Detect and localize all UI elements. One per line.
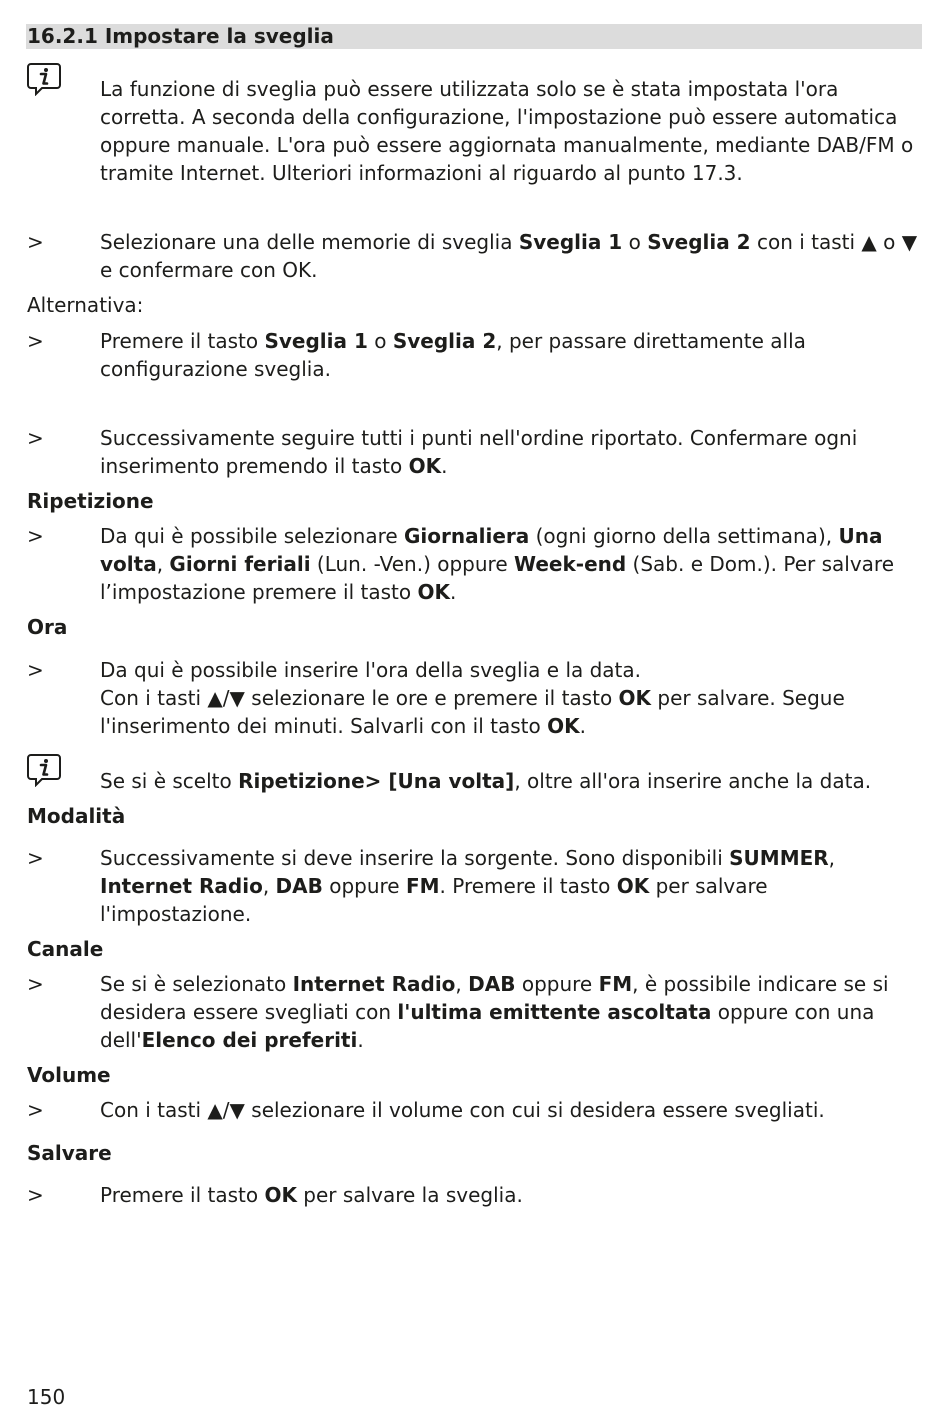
text-canale: Se si è selezionato Internet Radio, DAB oppure FM, è possibile indicare se si desidera essere svegliati con l'ultima emittente ascoltata oppure con una dell'Elenco dei preferiti. — [100, 972, 889, 1052]
heading-canale: Canale — [27, 937, 104, 961]
info-icon — [26, 62, 62, 96]
bullet-marker: > — [27, 1183, 44, 1207]
section-title: 16.2.1 Impostare la sveglia — [26, 24, 922, 49]
alternative-label: Alternativa: — [27, 293, 144, 317]
heading-modalita: Modalità — [27, 804, 126, 828]
text-salvare: Premere il tasto OK per salvare la sveglia. — [100, 1183, 523, 1207]
text-modalita: Successivamente si deve inserire la sorgente. Sono disponibili SUMMER, Internet Radio, DAB oppure FM. Premere il tasto OK per salvare l'impostazione. — [100, 846, 836, 926]
bullet-marker: > — [27, 230, 44, 254]
text-ora: Da qui è possibile inserire l'ora della sveglia e la data. Con i tasti ▲/▼ selezionare le ore e premere il tasto OK per salvare. Segue l'inserimento dei minuti. Salvarli con il tasto OK. — [100, 658, 845, 738]
text-volume: Con i tasti ▲/▼ selezionare il volume con cui si desidera essere svegliati. — [100, 1098, 825, 1122]
info-note-date: Se si è scelto Ripetizione> [Una volta], oltre all'ora inserire anche la data. — [100, 769, 872, 793]
info-note-time: La funzione di sveglia può essere utilizzata solo se è stata impostata l'ora corretta. A seconda della configurazione, l'impostazione può essere automatica oppure manuale. L'ora può essere aggiornata manualmente, mediante DAB/FM o tramite Internet. Ulteriori informazioni al riguardo al punto 17.3. — [100, 77, 914, 185]
step-alternative: Premere il tasto Sveglia 1 o Sveglia 2, per passare direttamente alla configurazione sveglia. — [100, 329, 806, 381]
bullet-marker: > — [27, 426, 44, 450]
bullet-marker: > — [27, 524, 44, 548]
text-ripetizione: Da qui è possibile selezionare Giornaliera (ogni giorno della settimana), Una volta, Giorni feriali (Lun. -Ven.) oppure Week-end (Sab. e Dom.). Per salvare l’impostazione premere il tasto OK. — [100, 524, 895, 604]
bullet-marker: > — [27, 972, 44, 996]
heading-volume: Volume — [27, 1063, 111, 1087]
heading-ripetizione: Ripetizione — [27, 489, 154, 513]
bullet-marker: > — [27, 658, 44, 682]
heading-ora: Ora — [27, 615, 68, 639]
step-follow-order: Successivamente seguire tutti i punti nell'ordine riportato. Confermare ogni inserimento premendo il tasto OK. — [100, 426, 858, 478]
info-icon — [26, 753, 62, 787]
bullet-marker: > — [27, 329, 44, 353]
page-number: 150 — [27, 1385, 66, 1409]
bullet-marker: > — [27, 846, 44, 870]
heading-salvare: Salvare — [27, 1141, 112, 1165]
step-select-memory: Selezionare una delle memorie di sveglia Sveglia 1 o Sveglia 2 con i tasti ▲ o ▼ e confermare con OK. — [100, 230, 918, 282]
bullet-marker: > — [27, 1098, 44, 1122]
